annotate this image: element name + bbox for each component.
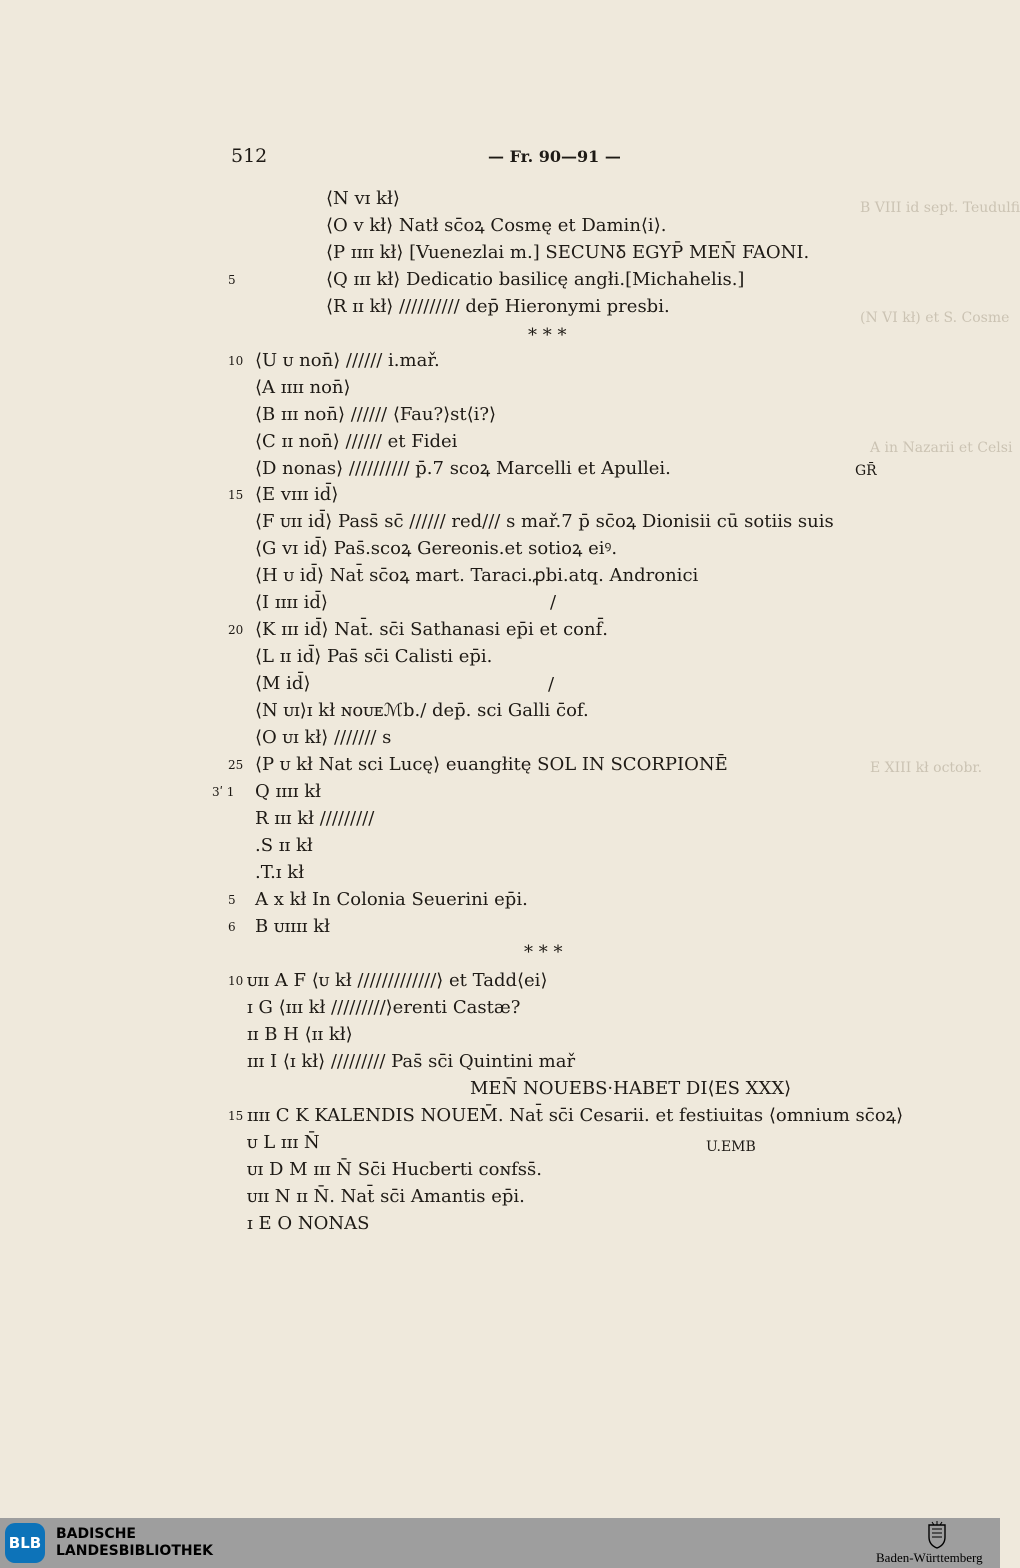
blb-logo: BLB xyxy=(5,1523,45,1563)
text-line: ⟨D nonas⟩ ////////// p̄.7 scoꝝ Marcelli et Apullei. xyxy=(255,458,671,479)
bleed-through-text: B VIII id sept. Teudulfi xyxy=(860,200,1020,216)
marginal-note-uemb: U.EMB xyxy=(706,1139,756,1155)
marginal-note-gr: GR̄ xyxy=(855,463,877,479)
page-number: 512 xyxy=(231,145,268,167)
text-line: ɪɪɪɪ C K KALENDIS NOUEM̄. Nat̄ sc̄i Cesarii. et festiuitas ⟨omnium sc̄oꝝ⟩ xyxy=(247,1105,904,1126)
text-line: ᴜɪɪ A F ⟨ᴜ kł /////////////⟩ et Tadd⟨ei⟩ xyxy=(247,970,548,991)
text-line: ⟨G ᴠɪ id̄⟩ Pas̄.scoꝝ Gereonis.et sotioꝝ eiꝰ. xyxy=(255,538,618,559)
text-line: ɪ E O NONAS xyxy=(247,1213,370,1234)
text-line: ⟨P ᴜ kł Nat sci Lucę⟩ euangłitę SOL IN SCORPIONĒ xyxy=(255,754,728,775)
line-number: 10 xyxy=(228,354,244,368)
text-line: ⟨O ᴠ kł⟩ Natł sc̄oꝝ Cosmę et Damin⟨i⟩. xyxy=(326,215,667,236)
text-line: ɪɪ B H ⟨ɪɪ kł⟩ xyxy=(247,1024,353,1045)
marginal-slash: / xyxy=(548,674,555,695)
line-number: 5 xyxy=(228,273,236,287)
library-name xyxy=(56,1526,213,1560)
text-line: MEN̄ NOUEBS·HABET DI⟨ES XXX⟩ xyxy=(470,1078,792,1099)
footer-bar xyxy=(0,1518,1000,1568)
text-line: ⟨F ᴜɪɪ id̄⟩ Pass̄ sc̄ ////// red/// s mař.7 p̄ sc̄oꝝ Dionisii cū sotiis suis xyxy=(255,511,834,532)
text-line: ⟨I ɪɪɪɪ id̄⟩ xyxy=(255,592,328,613)
coat-of-arms-icon xyxy=(926,1521,948,1549)
text-line: ⟨U ᴜ non̄⟩ ////// i.mař. xyxy=(255,350,440,371)
bleed-through-text: (N VI kł) et S. Cosme xyxy=(860,310,1010,326)
line-number: 15 xyxy=(228,1109,244,1123)
line-number: 25 xyxy=(228,758,244,772)
text-line: ⟨M id̄⟩ xyxy=(255,673,311,694)
state-name: Baden-Württemberg xyxy=(876,1550,983,1565)
text-line: B ᴜɪɪɪɪ kł xyxy=(255,916,330,937)
text-line: ɪɪɪ I ⟨ɪ kł⟩ ///////// Pas̄ sc̄i Quintini mař xyxy=(247,1051,576,1072)
library-name-line1: BADISCHE xyxy=(56,1526,136,1542)
text-line: ⟨R ɪɪ kł⟩ ////////// dep̄ Hieronymi presbi. xyxy=(326,296,670,317)
bleed-through-text: A in Nazarii et Celsi xyxy=(870,440,1013,456)
text-line: ⟨L ɪɪ id̄⟩ Pas̄ sc̄i Calisti ep̄i. xyxy=(255,646,493,667)
line-number: 5 xyxy=(228,893,236,907)
line-number: 15 xyxy=(228,488,244,502)
text-line: A x kł In Colonia Seuerini ep̄i. xyxy=(255,889,528,910)
bleed-through-text: E XIII kł octobr. xyxy=(870,760,983,776)
text-line: Q ɪɪɪɪ kł xyxy=(255,781,321,802)
text-line: ⟨K ɪɪɪ id̄⟩ Nat̄. sc̄i Sathanasi ep̄i et conf̄. xyxy=(255,619,608,640)
text-line: ⟨N ᴠɪ kł⟩ xyxy=(326,188,400,209)
text-line: ⟨O ᴜɪ kł⟩ /////// s xyxy=(255,727,392,748)
text-line: ⟨H ᴜ id̄⟩ Nat̄ sc̄oꝝ mart. Taraci.ꝓbi.atq. Andronici xyxy=(255,565,699,586)
text-line: ᴜɪ D M ɪɪɪ N̄ Sc̄i Hucberti coɴfss̄. xyxy=(247,1159,542,1180)
line-number: 10 xyxy=(228,974,244,988)
text-line: R ɪɪɪ kł ///////// xyxy=(255,808,375,829)
running-title: — Fr. 90—91 — xyxy=(488,147,621,166)
text-line: ⟨E ᴠɪɪɪ id̄⟩ xyxy=(255,484,339,505)
text-line: ⟨N ᴜɪ⟩ɪ kł ɴᴏᴜᴇℳb./ dep̄. sci Galli c̄of. xyxy=(255,700,589,721)
text-line: ⟨Q ɪɪɪ kł⟩ Dedicatio basilicę angłi.[Michahelis.] xyxy=(326,269,745,290)
line-number: 20 xyxy=(228,623,244,637)
library-name-line2: LANDESBIBLIOTHEK xyxy=(56,1543,214,1559)
text-line: ᴜɪɪ N ɪɪ N̄. Nat̄ sc̄i Amantis ep̄i. xyxy=(247,1186,525,1207)
text-line: ⟨A ɪɪɪɪ non̄⟩ xyxy=(255,377,351,398)
text-line: * * * xyxy=(524,942,563,963)
text-line: ⟨C ɪɪ non̄⟩ ////// et Fidei xyxy=(255,431,458,452)
text-line: ᴜ L ɪɪɪ N̄ xyxy=(247,1132,320,1153)
text-line: ɪ G ⟨ɪɪɪ kł /////////⟩erenti Castæ? xyxy=(247,997,521,1018)
text-line: * * * xyxy=(528,325,567,346)
text-line: ⟨P ɪɪɪɪ kł⟩ [Vuenezlai m.] SECUNꝽ EGYP̄ MEN̄ FAONI. xyxy=(326,242,810,263)
text-line: .T.ɪ kł xyxy=(255,862,305,883)
line-number: 3ʹ 1 xyxy=(212,785,235,799)
text-line: .S ɪɪ kł xyxy=(255,835,313,856)
marginal-slash: / xyxy=(550,592,557,613)
text-line: ⟨B ɪɪɪ non̄⟩ ////// ⟨Fau?⟩st⟨i?⟩ xyxy=(255,404,497,425)
line-number: 6 xyxy=(228,920,236,934)
